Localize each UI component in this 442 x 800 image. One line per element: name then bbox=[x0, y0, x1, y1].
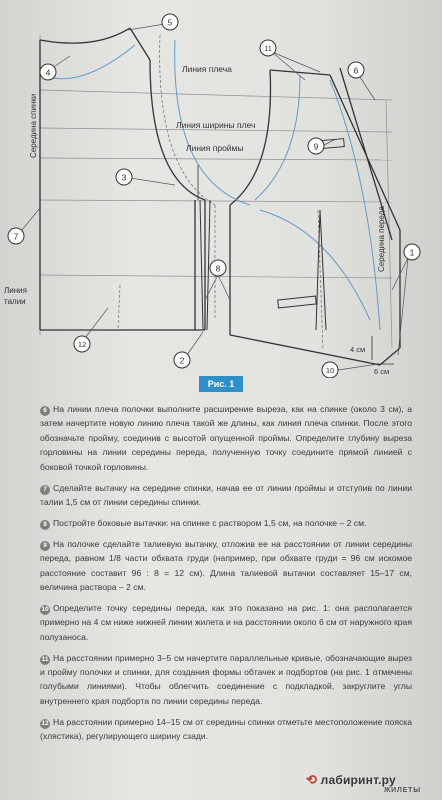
step-number: 12 bbox=[41, 719, 49, 727]
instructions-text bbox=[40, 402, 412, 750]
svg-text:12: 12 bbox=[77, 340, 87, 349]
svg-text:5: 5 bbox=[167, 17, 173, 28]
paragraph-text: На расстоянии примерно 14–15 см от середины спинки отметьте местоположение пояска (хлястика), регулирующего ширину сзади. bbox=[40, 716, 412, 742]
shoulder-width-line-label: Линия ширины плеч bbox=[176, 120, 256, 130]
paragraph-text: Постройте боковые вытачки: на спинке с раствором 1,5 см, на полочке – 2 см. bbox=[53, 517, 367, 528]
front-outline bbox=[230, 65, 400, 365]
marker-2 bbox=[174, 352, 190, 368]
marker-3 bbox=[116, 169, 132, 185]
waist-line-label-1: Линия bbox=[4, 286, 27, 295]
svg-text:11: 11 bbox=[264, 44, 272, 53]
paragraph-text: Определите точку середины переда, как это показано на рис. 1: она располагается примерно на 4 см ниже нижней линии жилета и на расстоянии около 6 см от наружного края полузаноса. bbox=[40, 602, 412, 642]
marker-6 bbox=[348, 62, 364, 78]
paragraph-text: На полочке сделайте талиевую вытачку, отложив ее на расстоянии от линии середины переда, равном 1/8 части обхвата груди (например, при обхвате груди = 96 см искомое расстояние составит 96 : 8 = 12 см). Длина талиевой вытачки составляет 15–17 см, величина раствора – 2 см. bbox=[40, 538, 412, 592]
svg-text:1: 1 bbox=[409, 247, 415, 258]
vest-pattern-drawing bbox=[0, 0, 442, 378]
marker-9 bbox=[308, 138, 324, 154]
paragraph-text: На линии плеча полочки выполните расширение выреза, как на спинке (около 3 см), а затем начертите новую линию плеча такой же длины, как линия плеча спинки. После этого обозначьте пройму, соединив с высотой опущенной проймы. Определите глубину выреза горловины на линии середины переда, полученную точку соедините прямой линией с боковой точкой горловины. bbox=[40, 404, 412, 472]
svg-text:9: 9 bbox=[313, 141, 319, 152]
marker-4 bbox=[40, 64, 56, 80]
marker-10 bbox=[322, 362, 338, 378]
marker-5 bbox=[162, 14, 178, 30]
figure-caption: Рис. 1 bbox=[199, 376, 243, 392]
step-number: 6 bbox=[40, 406, 50, 416]
darts bbox=[200, 139, 344, 330]
svg-text:4: 4 bbox=[45, 67, 51, 78]
paragraph-6 bbox=[40, 402, 412, 474]
step-number: 9 bbox=[40, 541, 50, 551]
marker-11 bbox=[260, 40, 276, 56]
svg-text:3: 3 bbox=[121, 172, 127, 183]
svg-text:6: 6 bbox=[353, 65, 359, 76]
step-number: 10 bbox=[41, 605, 49, 613]
pattern-figure bbox=[0, 0, 442, 389]
paragraph-text: На расстоянии примерно 3–5 см начертите параллельные кривые, обозначающие вырез и пройму полочки и спинки, для создания формы обтачек и подбортов (на рис. 1 отмечены голубыми линиями). Чтобы облегчить соединение с подкладкой, закруглите углы внутреннего края подборта по линии середины переда. bbox=[40, 652, 412, 706]
step-number: 8 bbox=[40, 520, 50, 530]
marker-8 bbox=[210, 260, 226, 276]
marker-1 bbox=[404, 244, 420, 260]
watermark bbox=[306, 772, 396, 788]
marker-7 bbox=[8, 228, 24, 244]
step-number: 7 bbox=[40, 485, 50, 495]
watermark-text: лабиринт.ру bbox=[320, 773, 396, 787]
svg-text:7: 7 bbox=[13, 231, 19, 242]
measure-6cm-label: 6 см bbox=[374, 367, 390, 376]
dashed-lines bbox=[118, 35, 323, 350]
paragraph-text: Сделайте вытачку на середине спинки, начав ее от линии проймы и отступив по линии талии 1,5 см от линии середины спинки. bbox=[40, 482, 412, 507]
step-number: 11 bbox=[41, 655, 49, 663]
paragraph-7 bbox=[40, 481, 412, 510]
construction-lines bbox=[40, 35, 392, 348]
armhole-line-label: Линия проймы bbox=[186, 143, 244, 153]
measure-4cm-label: 4 см bbox=[350, 345, 366, 354]
back-center-label: Середина спинки bbox=[29, 93, 38, 158]
paragraph-12 bbox=[40, 715, 412, 744]
marker-12 bbox=[74, 336, 90, 352]
facing-lines bbox=[42, 40, 380, 330]
paragraph-11 bbox=[40, 651, 412, 709]
svg-text:10: 10 bbox=[325, 366, 335, 375]
section-title: ЖИЛЕТЫ bbox=[384, 787, 421, 794]
labirint-logo-icon: ⟲ bbox=[306, 772, 318, 787]
svg-text:2: 2 bbox=[179, 355, 185, 366]
svg-text:8: 8 bbox=[215, 263, 221, 274]
front-center-label: Середина переда bbox=[377, 206, 386, 272]
shoulder-line-label: Линия плеча bbox=[182, 64, 232, 74]
paragraph-9 bbox=[40, 537, 412, 595]
paragraph-10 bbox=[40, 601, 412, 644]
waist-line-label-2: талии bbox=[4, 297, 26, 306]
paragraph-8 bbox=[40, 516, 412, 530]
